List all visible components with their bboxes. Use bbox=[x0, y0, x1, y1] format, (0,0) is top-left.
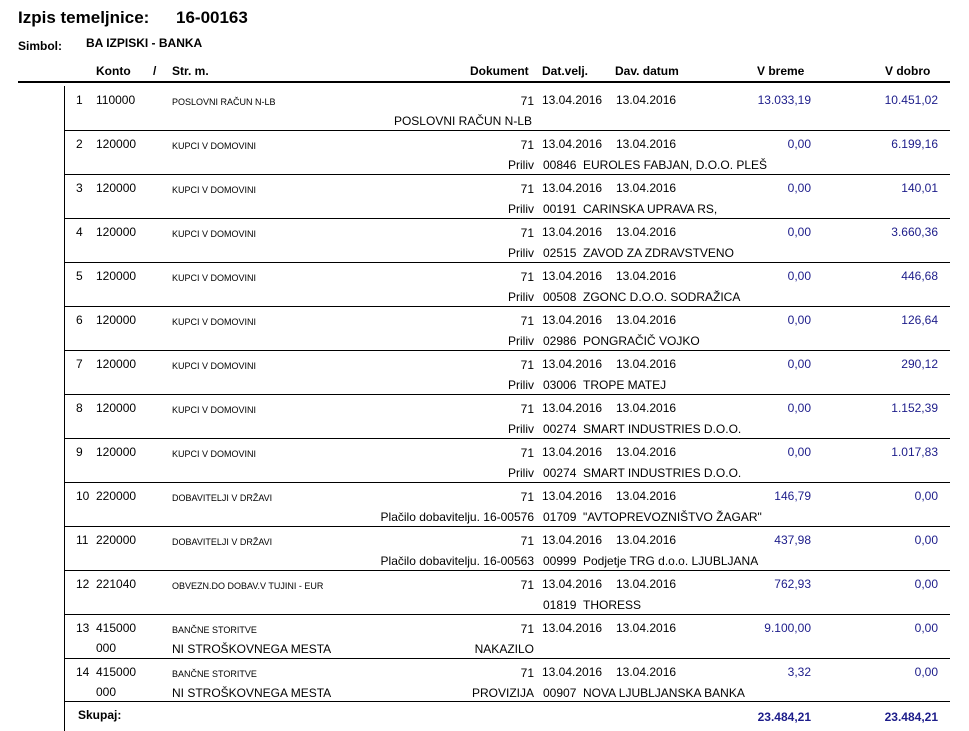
table-row bbox=[0, 659, 969, 703]
row-dav-datum: 13.04.2016 bbox=[616, 181, 677, 195]
row-type: Priliv bbox=[508, 378, 534, 392]
table-row bbox=[0, 263, 969, 307]
row-partner-code: 03006 bbox=[543, 378, 577, 392]
row-konto: 120000 bbox=[96, 137, 137, 151]
row-partner-code: 00274 bbox=[543, 466, 577, 480]
row-account-name: DOBAVITELJI V DRŽAVI bbox=[172, 493, 273, 503]
row-dobro: 0,00 bbox=[914, 621, 938, 635]
column-header-dav-datum: Dav. datum bbox=[615, 64, 679, 78]
column-header-str-m: Str. m. bbox=[172, 64, 209, 78]
row-dat-velj: 13.04.2016 bbox=[542, 621, 603, 635]
row-partner-name: ZAVOD ZA ZDRAVSTVENO bbox=[583, 246, 734, 260]
row-dokument: 71 bbox=[520, 314, 534, 328]
row-dobro: 10.451,02 bbox=[884, 93, 938, 107]
row-dokument: 71 bbox=[520, 622, 534, 636]
table-row bbox=[0, 219, 969, 263]
row-number: 3 bbox=[76, 181, 83, 195]
row-konto: 110000 bbox=[96, 93, 136, 107]
row-konto: 221040 bbox=[96, 577, 137, 591]
table-row bbox=[0, 87, 969, 131]
column-header-dat-velj: Dat.velj. bbox=[542, 64, 589, 78]
row-dat-velj: 13.04.2016 bbox=[542, 313, 603, 327]
totals-rule bbox=[64, 701, 950, 702]
row-dav-datum: 13.04.2016 bbox=[616, 533, 677, 547]
row-dat-velj: 13.04.2016 bbox=[542, 665, 603, 679]
row-breme: 0,00 bbox=[787, 401, 811, 415]
row-breme: 0,00 bbox=[787, 269, 811, 283]
row-account-name: BANČNE STORITVE bbox=[172, 669, 257, 679]
row-type: Plačilo dobavitelju. 16-00576 bbox=[380, 510, 534, 524]
row-dobro: 1.152,39 bbox=[891, 401, 938, 415]
row-dokument: 71 bbox=[520, 534, 534, 548]
row-breme: 3,32 bbox=[787, 665, 811, 679]
report-number: 16-00163 bbox=[176, 8, 248, 27]
row-cost-center: NI STROŠKOVNEGA MESTA bbox=[172, 642, 332, 656]
row-dobro: 140,01 bbox=[901, 181, 938, 195]
row-type: Priliv bbox=[508, 246, 534, 260]
row-partner-name: EUROLES FABJAN, D.O.O. PLEŠ bbox=[583, 158, 768, 172]
row-dav-datum: 13.04.2016 bbox=[616, 621, 677, 635]
column-header-v-breme: V breme bbox=[757, 64, 805, 78]
row-number: 6 bbox=[76, 313, 83, 327]
row-dat-velj: 13.04.2016 bbox=[542, 225, 603, 239]
row-partner-name: "AVTOPREVOZNIŠTVO ŽAGAR" bbox=[583, 510, 762, 524]
row-konto-2: 000 bbox=[96, 685, 117, 699]
row-type: Priliv bbox=[508, 334, 534, 348]
row-breme: 0,00 bbox=[787, 181, 811, 195]
row-description: POSLOVNI RAČUN N-LB bbox=[393, 114, 532, 128]
row-dav-datum: 13.04.2016 bbox=[616, 665, 677, 679]
row-number: 10 bbox=[76, 489, 90, 503]
table-row bbox=[0, 615, 969, 659]
row-account-name: KUPCI V DOMOVINI bbox=[172, 361, 257, 371]
row-account-name: KUPCI V DOMOVINI bbox=[172, 405, 257, 415]
row-partner-code: 00907 bbox=[543, 686, 577, 700]
row-dav-datum: 13.04.2016 bbox=[616, 225, 677, 239]
symbol-label: Simbol: bbox=[18, 39, 62, 53]
column-header-v-dobro: V dobro bbox=[885, 64, 931, 78]
row-dobro: 446,68 bbox=[901, 269, 938, 283]
row-dav-datum: 13.04.2016 bbox=[616, 445, 677, 459]
row-partner-name: NOVA LJUBLJANSKA BANKA bbox=[583, 686, 745, 700]
row-dokument: 71 bbox=[520, 358, 534, 372]
row-number: 12 bbox=[76, 577, 90, 591]
table-row bbox=[0, 571, 969, 615]
row-konto: 220000 bbox=[96, 533, 137, 547]
row-dobro: 6.199,16 bbox=[891, 137, 938, 151]
table-row bbox=[0, 483, 969, 527]
row-konto: 120000 bbox=[96, 357, 137, 371]
row-partner-name: ZGONC D.O.O. SODRAŽICA bbox=[583, 290, 741, 304]
row-number: 7 bbox=[76, 357, 83, 371]
row-dobro: 0,00 bbox=[914, 577, 938, 591]
row-breme: 9.100,00 bbox=[764, 621, 811, 635]
row-number: 4 bbox=[76, 225, 83, 239]
row-dav-datum: 13.04.2016 bbox=[616, 137, 677, 151]
row-type: PROVIZIJA bbox=[471, 686, 534, 700]
table-row bbox=[0, 307, 969, 351]
row-account-name: KUPCI V DOMOVINI bbox=[172, 273, 257, 283]
column-header-dokument: Dokument bbox=[470, 64, 529, 78]
row-partner-code: 00846 bbox=[543, 158, 577, 172]
row-partner-code: 02515 bbox=[543, 246, 577, 260]
row-type: Priliv bbox=[508, 158, 534, 172]
row-konto: 120000 bbox=[96, 401, 137, 415]
row-partner-code: 00999 bbox=[543, 554, 577, 568]
row-breme: 0,00 bbox=[787, 445, 811, 459]
row-type: Priliv bbox=[508, 202, 534, 216]
row-dat-velj: 13.04.2016 bbox=[542, 269, 603, 283]
row-dat-velj: 13.04.2016 bbox=[542, 93, 603, 107]
table-row bbox=[0, 351, 969, 395]
row-breme: 762,93 bbox=[774, 577, 811, 591]
row-konto: 220000 bbox=[96, 489, 137, 503]
row-breme: 146,79 bbox=[774, 489, 811, 503]
row-dat-velj: 13.04.2016 bbox=[542, 357, 603, 371]
row-breme: 437,98 bbox=[774, 533, 811, 547]
row-account-name: KUPCI V DOMOVINI bbox=[172, 185, 257, 195]
row-dobro: 126,64 bbox=[901, 313, 938, 327]
row-number: 13 bbox=[76, 621, 90, 635]
row-konto: 415000 bbox=[96, 665, 137, 679]
row-dobro: 0,00 bbox=[914, 533, 938, 547]
row-dat-velj: 13.04.2016 bbox=[542, 445, 603, 459]
row-partner-code: 00274 bbox=[543, 422, 577, 436]
row-breme: 0,00 bbox=[787, 137, 811, 151]
row-konto: 120000 bbox=[96, 181, 137, 195]
row-dat-velj: 13.04.2016 bbox=[542, 577, 603, 591]
row-dokument: 71 bbox=[520, 402, 534, 416]
row-account-name: DOBAVITELJI V DRŽAVI bbox=[172, 537, 273, 547]
row-dobro: 0,00 bbox=[914, 489, 938, 503]
header-rule bbox=[18, 81, 950, 83]
row-dobro: 3.660,36 bbox=[891, 225, 938, 239]
row-dokument: 71 bbox=[520, 182, 534, 196]
row-account-name: KUPCI V DOMOVINI bbox=[172, 449, 257, 459]
row-dobro: 0,00 bbox=[914, 665, 938, 679]
row-breme: 0,00 bbox=[787, 225, 811, 239]
totals-label: Skupaj: bbox=[78, 708, 122, 722]
row-partner-name: SMART INDUSTRIES D.O.O. bbox=[583, 466, 742, 480]
report-title-label: Izpis temeljnice: bbox=[18, 8, 150, 27]
row-number: 9 bbox=[76, 445, 83, 459]
row-dat-velj: 13.04.2016 bbox=[542, 137, 603, 151]
table-row bbox=[0, 175, 969, 219]
row-konto-2: 000 bbox=[96, 641, 117, 655]
row-account-name: OBVEZN.DO DOBAV.V TUJINI - EUR bbox=[172, 581, 324, 591]
row-dokument: 71 bbox=[520, 138, 534, 152]
row-dobro: 290,12 bbox=[901, 357, 938, 371]
row-dav-datum: 13.04.2016 bbox=[616, 269, 677, 283]
row-partner-code: 01709 bbox=[543, 510, 577, 524]
symbol-value: BA IZPISKI - BANKA bbox=[86, 36, 203, 50]
row-account-name: POSLOVNI RAČUN N-LB bbox=[172, 97, 276, 107]
row-dav-datum: 13.04.2016 bbox=[616, 313, 677, 327]
row-breme: 13.033,19 bbox=[757, 93, 811, 107]
row-dokument: 71 bbox=[520, 94, 534, 108]
row-dokument: 71 bbox=[520, 666, 534, 680]
totals-dobro: 23.484,21 bbox=[884, 710, 938, 724]
row-type: Priliv bbox=[508, 466, 534, 480]
row-dat-velj: 13.04.2016 bbox=[542, 489, 603, 503]
row-dat-velj: 13.04.2016 bbox=[542, 181, 603, 195]
row-breme: 0,00 bbox=[787, 357, 811, 371]
row-number: 5 bbox=[76, 269, 83, 283]
totals-breme: 23.484,21 bbox=[757, 710, 811, 724]
row-dav-datum: 13.04.2016 bbox=[616, 357, 677, 371]
table-row bbox=[0, 395, 969, 439]
row-partner-code: 00508 bbox=[543, 290, 577, 304]
row-dav-datum: 13.04.2016 bbox=[616, 577, 677, 591]
row-type: Priliv bbox=[508, 290, 534, 304]
row-number: 14 bbox=[76, 665, 90, 679]
row-dav-datum: 13.04.2016 bbox=[616, 93, 677, 107]
row-type: NAKAZILO bbox=[474, 642, 534, 656]
row-account-name: KUPCI V DOMOVINI bbox=[172, 317, 257, 327]
column-header-slash: / bbox=[153, 64, 157, 78]
row-dav-datum: 13.04.2016 bbox=[616, 489, 677, 503]
row-konto: 415000 bbox=[96, 621, 137, 635]
row-dav-datum: 13.04.2016 bbox=[616, 401, 677, 415]
row-konto: 120000 bbox=[96, 313, 137, 327]
row-number: 1 bbox=[76, 93, 83, 107]
row-partner-name: SMART INDUSTRIES D.O.O. bbox=[583, 422, 742, 436]
row-cost-center: NI STROŠKOVNEGA MESTA bbox=[172, 686, 332, 700]
row-dokument: 71 bbox=[520, 490, 534, 504]
row-type: Priliv bbox=[508, 422, 534, 436]
row-number: 11 bbox=[76, 533, 89, 547]
row-partner-name: PONGRAČIČ VOJKO bbox=[583, 334, 700, 348]
row-partner-name: TROPE MATEJ bbox=[583, 378, 667, 392]
row-dat-velj: 13.04.2016 bbox=[542, 533, 603, 547]
row-partner-code: 02986 bbox=[543, 334, 577, 348]
row-account-name: KUPCI V DOMOVINI bbox=[172, 141, 257, 151]
row-dat-velj: 13.04.2016 bbox=[542, 401, 603, 415]
row-konto: 120000 bbox=[96, 225, 137, 239]
table-row bbox=[0, 527, 969, 571]
row-partner-name: CARINSKA UPRAVA RS, bbox=[583, 202, 718, 216]
row-type: Plačilo dobavitelju. 16-00563 bbox=[380, 554, 534, 568]
row-partner-code: 01819 bbox=[543, 598, 577, 612]
column-header-konto: Konto bbox=[96, 64, 131, 78]
row-breme: 0,00 bbox=[787, 313, 811, 327]
row-number: 2 bbox=[76, 137, 83, 151]
row-dokument: 71 bbox=[520, 578, 534, 592]
row-partner-name: Podjetje TRG d.o.o. LJUBLJANA bbox=[583, 554, 759, 568]
row-number: 8 bbox=[76, 401, 83, 415]
row-account-name: BANČNE STORITVE bbox=[172, 625, 257, 635]
row-konto: 120000 bbox=[96, 269, 137, 283]
row-dobro: 1.017,83 bbox=[891, 445, 938, 459]
row-partner-name: THORESS bbox=[583, 598, 642, 612]
row-dokument: 71 bbox=[520, 270, 534, 284]
row-account-name: KUPCI V DOMOVINI bbox=[172, 229, 257, 239]
row-partner-code: 00191 bbox=[543, 202, 577, 216]
table-row bbox=[0, 131, 969, 175]
row-konto: 120000 bbox=[96, 445, 137, 459]
table-row bbox=[0, 439, 969, 483]
row-dokument: 71 bbox=[520, 446, 534, 460]
row-dokument: 71 bbox=[520, 226, 534, 240]
